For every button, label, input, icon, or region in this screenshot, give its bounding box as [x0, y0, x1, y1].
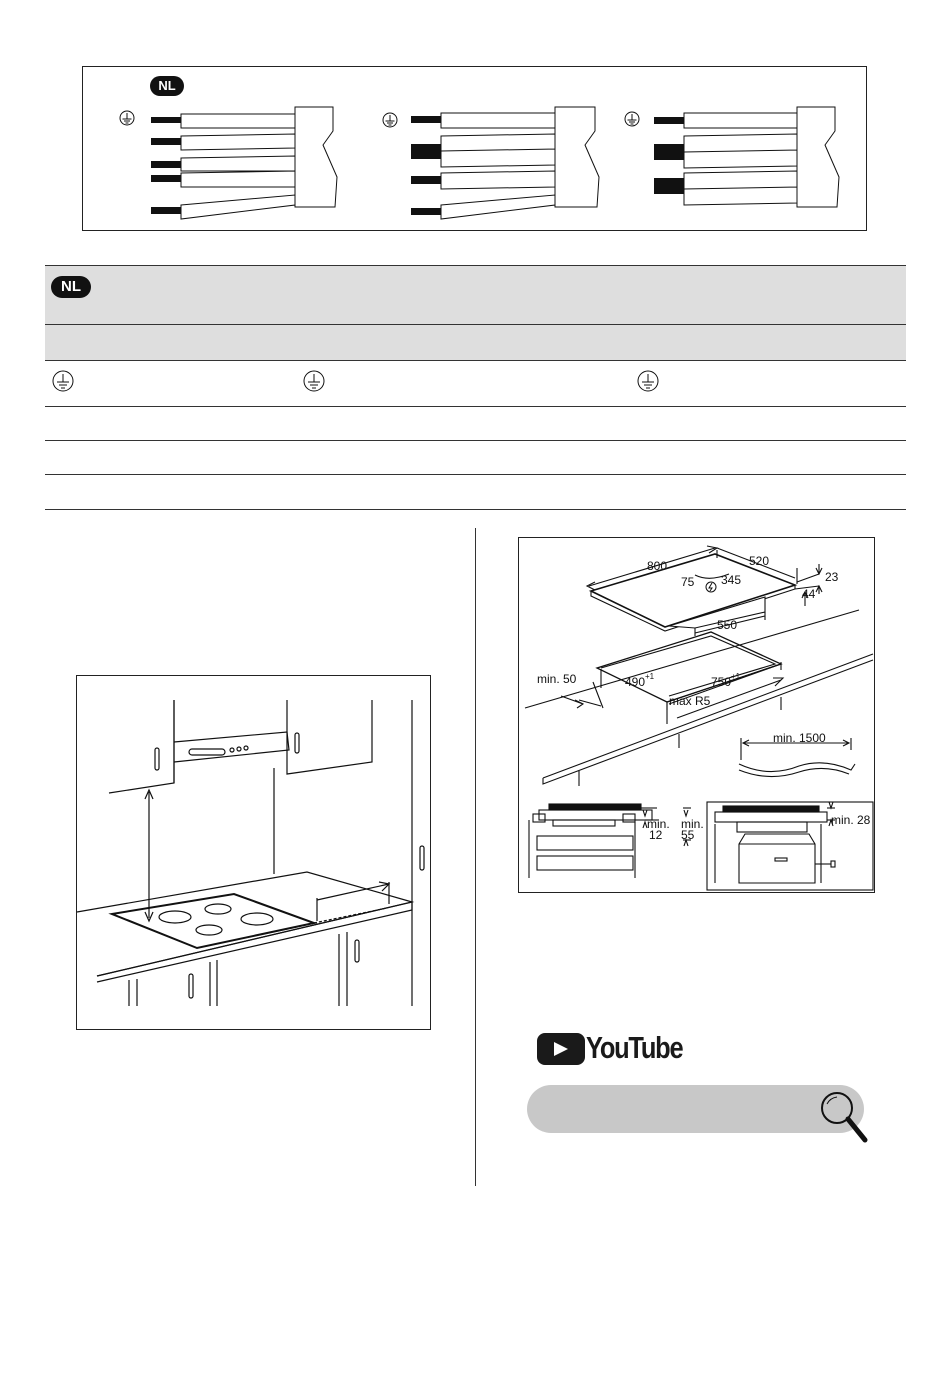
earth-icon [120, 111, 134, 125]
nl-country-badge: NL [150, 76, 184, 96]
earth-icon [52, 370, 74, 392]
column-separator [475, 528, 476, 1186]
dim-thickness-body: 44 [802, 587, 816, 601]
dim-thickness-top: 23 [825, 570, 839, 584]
wiring-diagram-five-wire [120, 107, 337, 219]
dim-depth: 520 [749, 554, 770, 568]
dim-min-12-value: 12 [649, 828, 663, 842]
dim-cable: min. 1500 [773, 731, 826, 745]
earth-icon [625, 112, 639, 126]
nl-country-badge: NL [51, 276, 91, 298]
dimension-drawing [519, 538, 874, 892]
installation-dimensions-figure [518, 537, 875, 893]
search-icon[interactable] [815, 1090, 871, 1146]
youtube-search-bar[interactable] [527, 1085, 864, 1133]
dim-rear-depth: 550 [717, 618, 738, 632]
table-divider [45, 360, 906, 361]
dim-min-50: min. 50 [537, 672, 577, 686]
table-subheader-row [45, 324, 906, 361]
dim-min-28: min. 28 [831, 813, 871, 827]
table-divider [45, 440, 906, 441]
table-divider [45, 509, 906, 510]
youtube-play-icon [537, 1033, 585, 1065]
table-header-row [45, 265, 906, 324]
dim-cut-depth: 490 [625, 675, 646, 689]
table-divider [45, 406, 906, 407]
dim-gap-75: 75 [681, 575, 695, 589]
dim-min-55-value: 55 [681, 828, 695, 842]
dim-gap-345: 345 [721, 573, 742, 587]
earth-icon [303, 370, 325, 392]
dim-cut-width: 750 [711, 675, 732, 689]
youtube-logo-text: YouTube [586, 1030, 683, 1065]
kitchen-drawing [77, 676, 430, 1029]
dim-min-12-label: min. [647, 817, 670, 831]
kitchen-hob-illustration [76, 675, 431, 1030]
earth-icon [637, 370, 659, 392]
dim-cut-width-tol: +1 [731, 672, 741, 681]
dim-radius: max R5 [669, 694, 711, 708]
wiring-diagram-panel [82, 66, 867, 231]
dim-min-55-label: min. [681, 817, 704, 831]
wiring-diagrams [83, 67, 868, 232]
earth-icon [383, 113, 397, 127]
wiring-diagram-three-wire [625, 107, 839, 207]
dim-width: 800 [647, 559, 668, 573]
wiring-diagram-four-wire [383, 107, 599, 219]
power-connection-icon [706, 582, 716, 592]
table-divider [45, 474, 906, 475]
dim-cut-depth-tol: +1 [645, 672, 655, 681]
